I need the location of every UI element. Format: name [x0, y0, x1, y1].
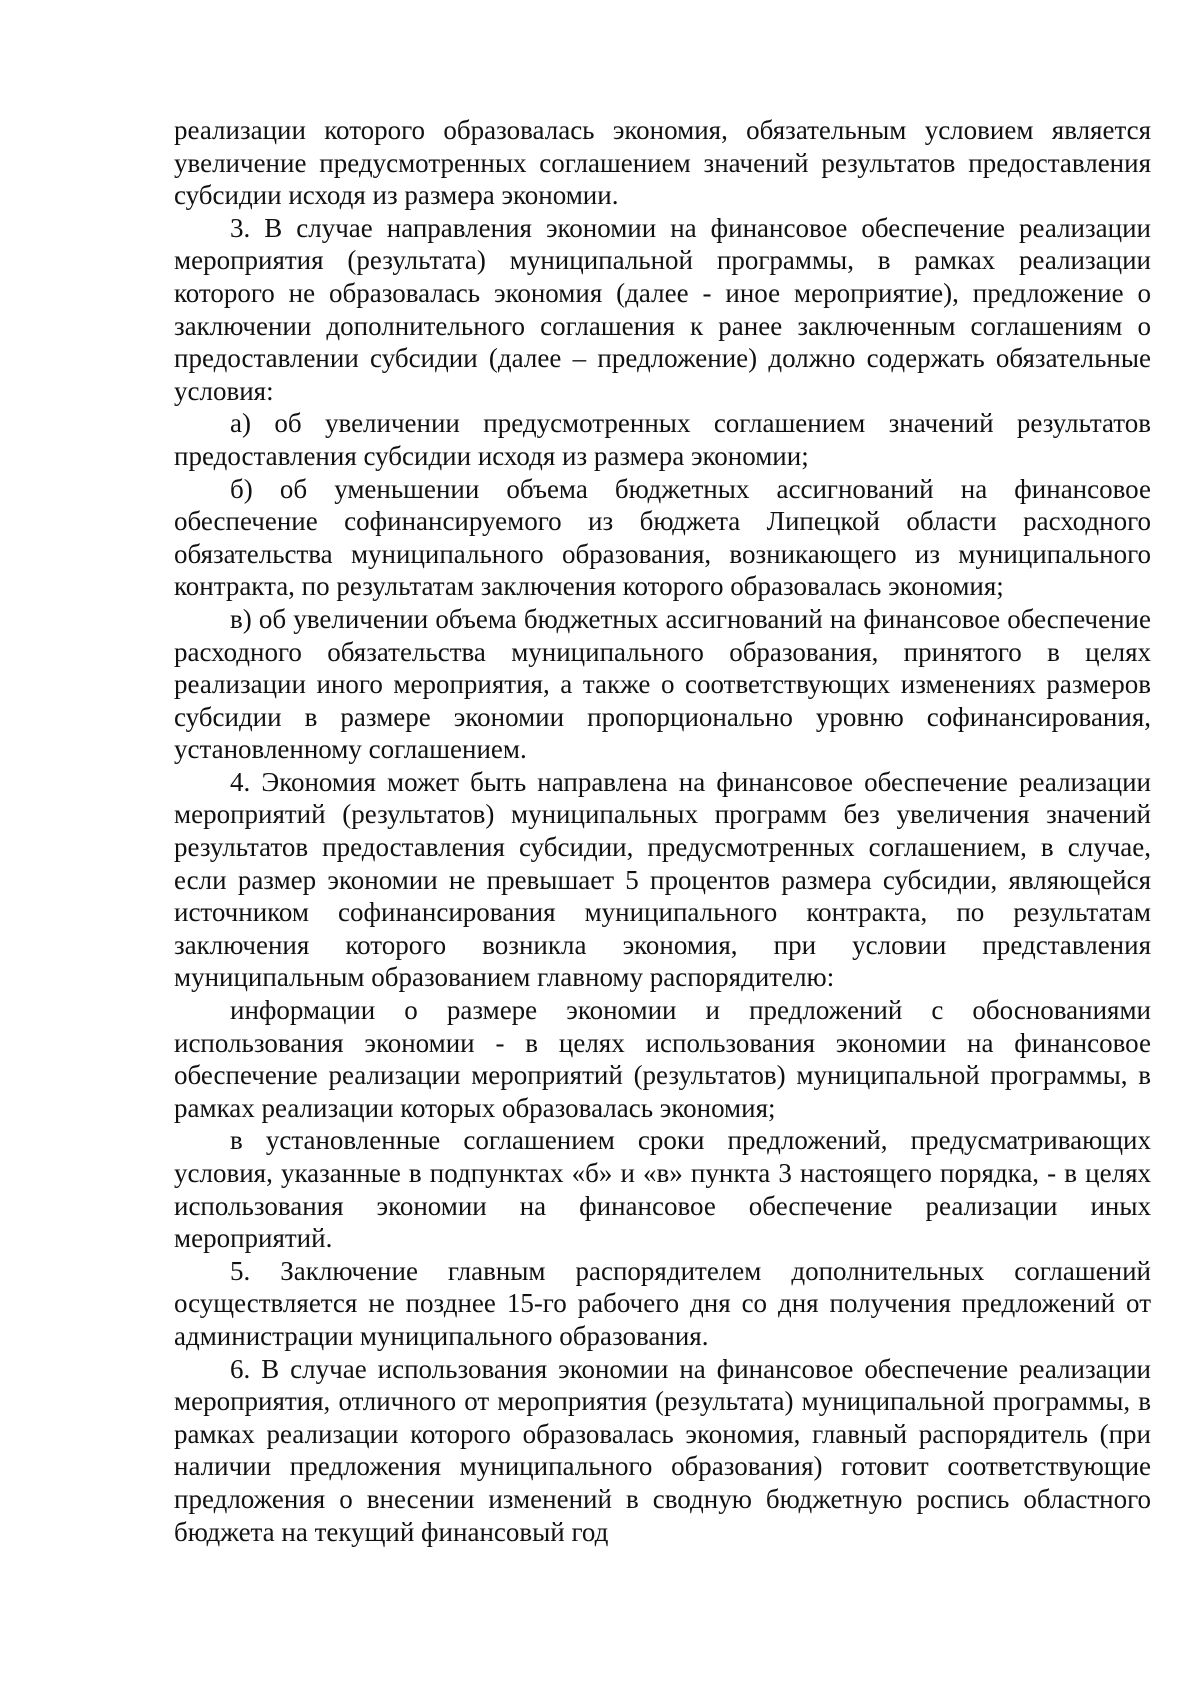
paragraph-subitem-a: а) об увеличении предусмотренных соглашением значений результатов предоставления субсидии исходя из размера экономии; — [174, 408, 1151, 471]
paragraph-item-6: 6. В случае использования экономии на финансовое обеспечение реализации мероприятия, отличного от мероприятия (результата) муниципальной программы, в рамках реализации которого образовалась экономия, главный распорядитель (при наличии предложения муниципального образования) готовит соответствующие предложения о внесении изменений в сводную бюджетную роспись областного бюджета на текущий финансовый год — [174, 1353, 1151, 1547]
paragraph-subitem-b: б) об уменьшении объема бюджетных ассигнований на финансовое обеспечение софинансируемого из бюджета Липецкой области расходного обязательства муниципального образования, возникающего из муниципального контракта, по результатам заключения которого образовалась экономия; — [174, 473, 1151, 602]
paragraph-item-3: 3. В случае направления экономии на финансовое обеспечение реализации мероприятия (результата) муниципальной программы, в рамках реализации которого не образовалась экономия (далее - иное мероприятие), предложение о заключении дополнительного соглашения к ранее заключенным соглашениям о предоставлении субсидии (далее – предложение) должно содержать обязательные условия: — [174, 212, 1151, 406]
paragraph-item-4-proposals: в установленные соглашением сроки предложений, предусматривающих условия, указанные в подпунктах «б» и «в» пункта 3 настоящего порядка, - в целях использования экономии на финансовое обеспечение реализации иных мероприятий. — [174, 1125, 1151, 1254]
paragraph-item-4-info: информации о размере экономии и предложений с обоснованиями использования экономии - в целях использования экономии на финансовое обеспечение реализации мероприятий (результатов) муниципальной программы, в рамках реализации которых образовалась экономия; — [174, 995, 1151, 1123]
paragraph-item-4: 4. Экономия может быть направлена на финансовое обеспечение реализации мероприятий (результатов) муниципальных программ без увеличения значений результатов предоставления субсидии, предусмотренных соглашением, в случае, если размер экономии не превышает 5 процентов размера субсидии, являющейся источником софинансирования муниципального контракта, по результатам заключения которого возникла экономия, при условии представления муниципальным образованием главному распорядителю: — [174, 766, 1151, 993]
paragraph-item-5: 5. Заключение главным распорядителем дополнительных соглашений осуществляется не позднее 15-го рабочего дня со дня получения предложений от администрации муниципального образования. — [174, 1255, 1151, 1351]
paragraph-continuation: реализации которого образовалась экономия, обязательным условием является увеличение предусмотренных соглашением значений результатов предоставления субсидии исходя из размера экономии. — [174, 115, 1151, 211]
paragraph-subitem-v: в) об увеличении объема бюджетных ассигнований на финансовое обеспечение расходного обязательства муниципального образования, принятого в целях реализации иного мероприятия, а также о соответствующих изменениях размеров субсидии в размере экономии пропорционально уровню софинансирования, установленному соглашением. — [174, 603, 1151, 765]
document-page — [174, 114, 1151, 1548]
